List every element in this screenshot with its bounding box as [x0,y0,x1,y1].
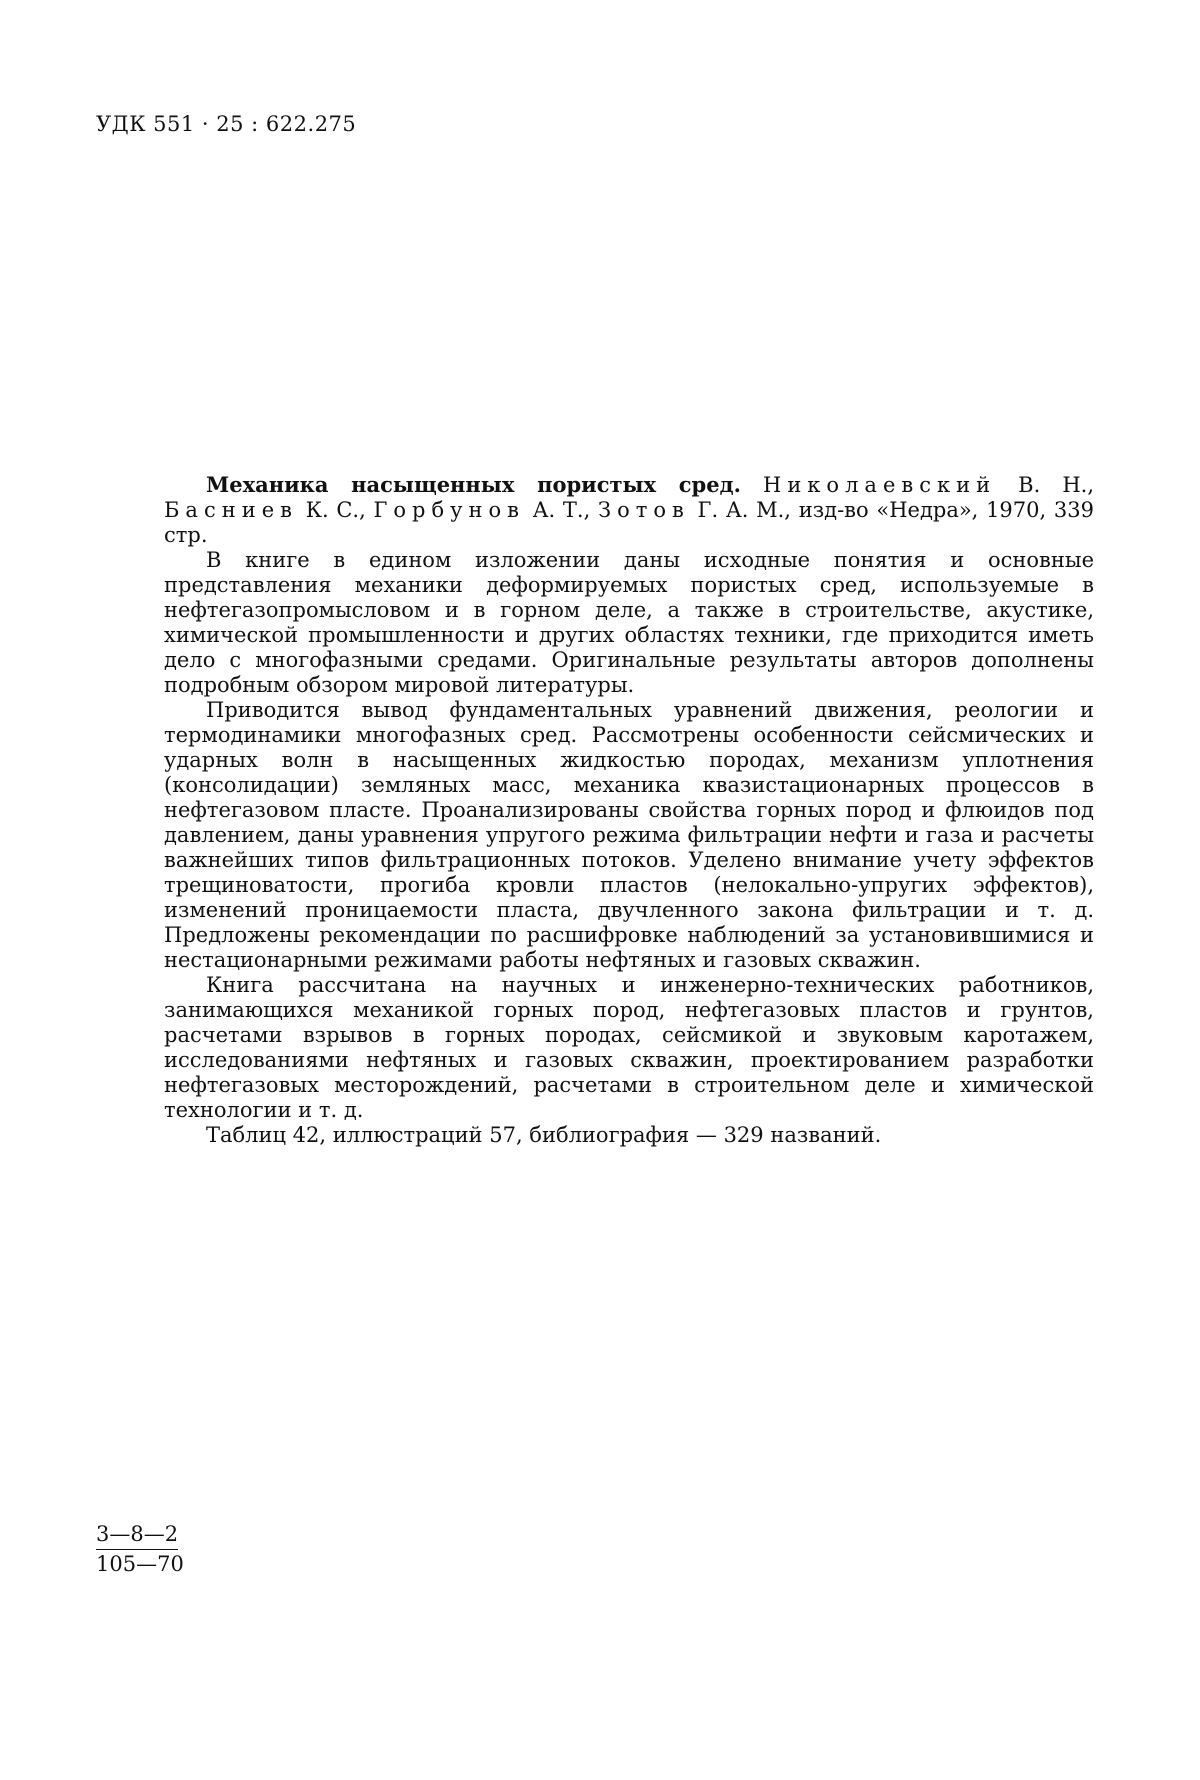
author-1-initials: В. Н., [1018,473,1094,497]
author-4-initials: Г. А. М., [697,498,791,522]
catalog-code-denominator: 105—70 [96,1552,184,1576]
citation [164,472,1094,548]
paragraph-2: Приводится вывод фундаментальных уравнений движения, реологии и термодинамики многофазных сред. Рассмотрены особенности сейсмических и ударных волн в насыщенных жидкостью породах, механизм уплотнения (консолидации) земляных масс, механика квазистационарных процессов в нефтегазовом пласте. Проанализированы свойства горных пород и флюидов под давлением, даны уравнения упругого режима фильтрации нефти и газа и расчеты важнейших типов фильтрационных потоков. Уделено внимание учету эффектов трещиноватости, прогиба кровли пластов (нелокально-упругих эффектов), изменений проницаемости пласта, двучленного закона фильтрации и т. д. Предложены рекомендации по расшифровке наблюдений за установившимися и нестационарными режимами работы нефтяных и газовых скважин. [164,698,1094,972]
publisher-info: изд-во «Недра», 1970, 339 стр. [164,498,1094,547]
author-3-initials: А. Т., [532,498,591,522]
author-1: Николаевский [763,473,997,497]
catalog-code-numerator: 3—8—2 [96,1520,178,1550]
bibliography-note: Таблиц 42, иллюстраций 57, библиография — 329 названий. [206,1123,882,1147]
udk-code: УДК 551 · 25 : 622.275 [96,112,357,136]
paragraph-1: В книге в едином изложении даны исходные понятия и основные представления механики деформируемых пористых сред, используемые в нефтегазопромысловом и в горном деле, а также в строительстве, акустике, химической промышленности и других областях техники, где приходится иметь дело с многофазными средами. Оригинальные результаты авторов дополнены подробным обзором мировой литературы. [164,548,1094,697]
paragraph-3: Книга рассчитана на научных и инженерно-технических работников, занимающихся механикой горных пород, нефтегазовых пластов и грунтов, расчетами взрывов в горных породах, сейсмикой и звуковым каротажем, исследованиями нефтяных и газовых скважин, проектированием разработки нефтегазовых месторождений, расчетами в строительном деле и химической технологии и т. д. [164,973,1094,1122]
author-2-initials: К. С., [305,498,366,522]
annotation-block [164,472,1094,1148]
book-title: Механика насыщенных пористых сред. [206,472,741,497]
catalog-code [96,1520,184,1578]
author-3: Горбунов [373,498,525,522]
author-4: Зотов [598,498,690,522]
author-2: Басниев [164,498,298,522]
